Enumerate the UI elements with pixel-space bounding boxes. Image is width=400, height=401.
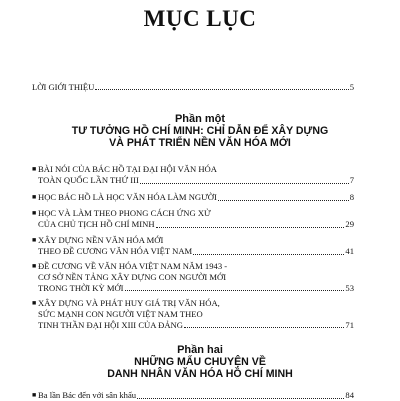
toc-entry-last-line: CỦA CHỦ TỊCH HỒ CHÍ MINH — [38, 218, 155, 229]
dot-leader — [193, 254, 344, 255]
dot-leader — [125, 290, 345, 291]
dot-leader — [137, 398, 344, 399]
toc-entry-page: 29 — [345, 218, 354, 229]
bullet-icon: ■ — [32, 165, 37, 173]
part-two-title-line-1: NHỮNG MẨU CHUYỆN VỀ — [134, 356, 266, 368]
dot-leader — [184, 327, 344, 328]
bullet-icon: ■ — [32, 262, 37, 270]
dot-leader — [95, 89, 348, 90]
part-two-title-line-2: DANH NHÂN VĂN HÓA HỒ CHÍ MINH — [107, 368, 293, 380]
toc-entry-last-line: TINH THẦN ĐẠI HỘI XIII CỦA ĐẢNG — [38, 319, 183, 330]
bullet-icon: ■ — [32, 391, 37, 399]
bullet-icon: ■ — [32, 209, 37, 217]
toc-entry-5[interactable] — [32, 261, 354, 293]
toc-entry-1[interactable] — [32, 164, 354, 186]
dot-leader — [218, 200, 349, 201]
toc-intro-page: 5 — [349, 82, 354, 92]
toc-entry-line: XÂY DỰNG VÀ PHÁT HUY GIÁ TRỊ VĂN HÓA, — [38, 298, 220, 308]
toc-entry-6[interactable] — [32, 298, 354, 330]
toc-entry-last-line: Ba lần Bác đến với sân khấu — [38, 390, 137, 400]
bullet-icon: ■ — [32, 299, 37, 307]
toc-entry-line: XÂY DỰNG NỀN VĂN HÓA MỚI — [38, 235, 164, 245]
toc-entry-line: ĐỀ CƯƠNG VỀ VĂN HÓA VIỆT NAM NĂM 1943 - — [38, 261, 228, 271]
toc-entry-page: 84 — [345, 390, 354, 400]
toc-intro-label: LỜI GIỚI THIỆU — [32, 82, 95, 92]
part-two-heading — [0, 344, 400, 380]
toc-entry-page: 7 — [349, 174, 354, 185]
toc-entry-page: 41 — [345, 245, 354, 256]
bullet-icon: ■ — [32, 236, 37, 244]
toc-entry-3[interactable] — [32, 208, 354, 230]
toc-entry-2[interactable] — [32, 192, 354, 203]
toc-entry-line: BÀI NÓI CỦA BÁC HỒ TẠI ĐẠI HỘI VĂN HÓA — [38, 164, 217, 174]
toc-entry-line: CƠ SỞ NỀN TẢNG XÂY DỰNG CON NGƯỜI MỚI — [38, 271, 227, 282]
toc-entry-last-line: THEO ĐỀ CƯƠNG VĂN HÓA VIỆT NAM — [38, 245, 193, 256]
toc-entry-last-line: TOÀN QUỐC LẦN THỨ III — [38, 174, 139, 185]
toc-entry-page: 8 — [349, 192, 354, 202]
toc-entry-line: SỨC MẠNH CON NGƯỜI VIỆT NAM THEO — [38, 308, 203, 319]
toc-entry-last-line: TRONG THỜI KỲ MỚI — [38, 282, 124, 293]
toc-entry-page: 71 — [345, 319, 354, 330]
page-title: MỤC LỤC — [143, 6, 257, 31]
toc-entry-7[interactable] — [32, 390, 354, 401]
dot-leader — [156, 227, 345, 228]
toc-intro-row[interactable] — [32, 82, 354, 92]
toc-entry-last-line: HỌC BÁC HỒ LÀ HỌC VĂN HÓA LÀM NGƯỜI — [38, 192, 217, 202]
part-one-title-line-1: TƯ TƯỞNG HỒ CHÍ MINH: CHỈ DẪN ĐỂ XÂY DỰNG — [71, 125, 329, 137]
part-one-title-line-2: VÀ PHÁT TRIỂN NỀN VĂN HÓA MỚI — [109, 137, 291, 149]
part-two-label: Phần hai — [177, 344, 223, 356]
toc-entry-line: HỌC VÀ LÀM THEO PHONG CÁCH ỨNG XỬ — [38, 208, 211, 218]
toc-entry-page: 53 — [345, 282, 354, 293]
toc-entry-4[interactable] — [32, 235, 354, 257]
dot-leader — [140, 183, 349, 184]
bullet-icon: ■ — [32, 193, 37, 201]
part-one-label: Phần một — [174, 113, 226, 125]
part-one-heading — [0, 113, 400, 149]
